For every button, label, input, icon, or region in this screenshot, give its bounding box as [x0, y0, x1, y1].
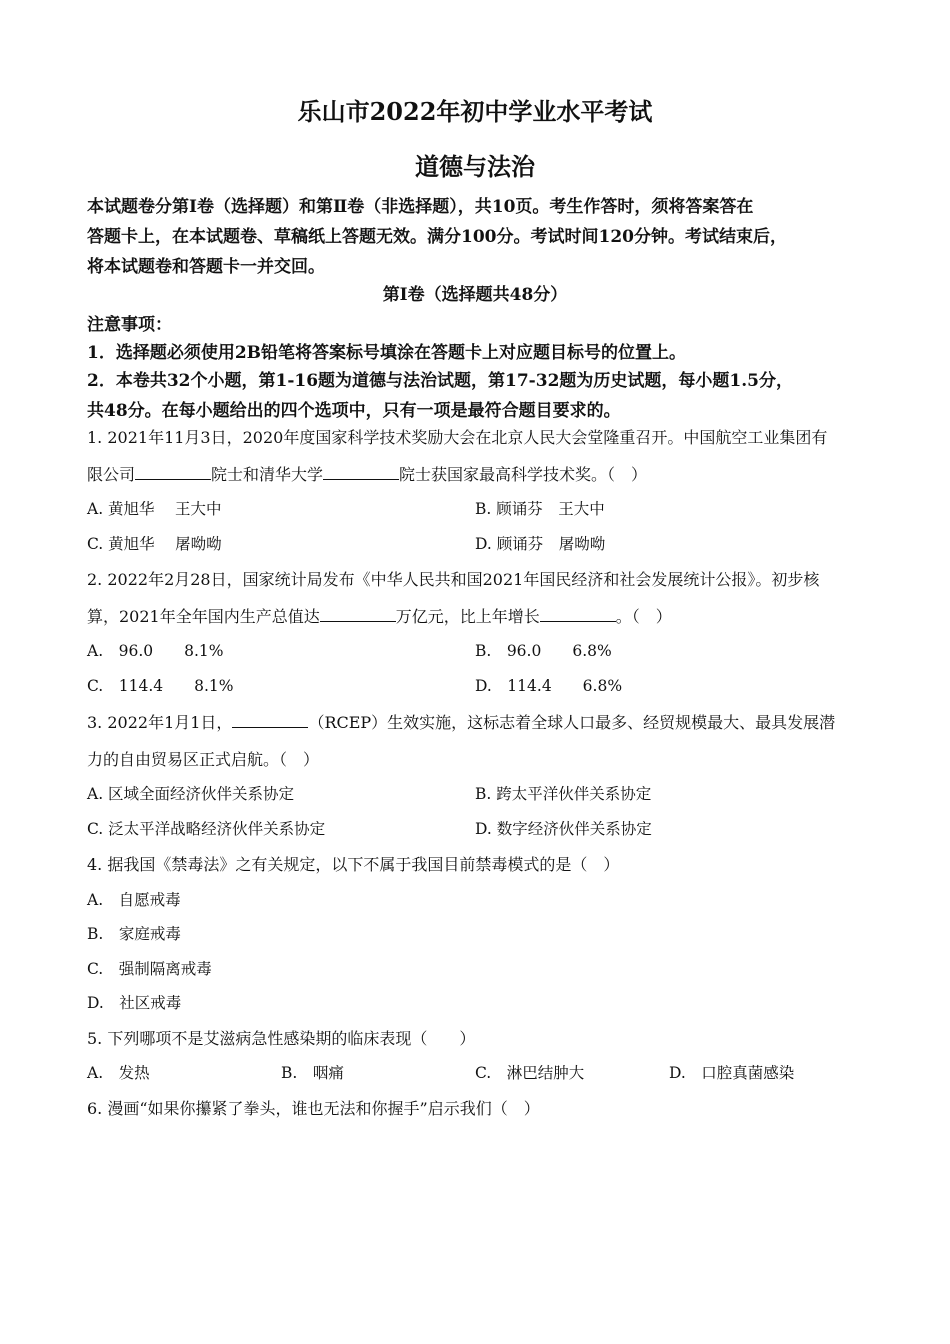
note-2: 2．本卷共32个小题，第1-16题为道德与法治试题，第17-32题为历史试题，每小题1.5分， [87, 371, 793, 391]
q6-stem: 6. 漫画“如果你攥紧了拳头，谁也无法和你握手”启示我们（ ） [87, 1099, 540, 1118]
q2-text-c: 。（ ） [615, 607, 672, 626]
q3-stem-line-1 [87, 710, 862, 733]
q3-blank-1 [232, 713, 308, 728]
q2-option-a: A. 96.0 8.1% [87, 642, 224, 660]
subject-title: 道德与法治 [415, 152, 535, 181]
q2-option-b: B. 96.0 6.8% [475, 642, 612, 660]
q3-option-a: A. 区域全面经济伙伴关系协定 [87, 785, 295, 803]
q2-stem-line-1: 2. 2022年2月28日，国家统计局发布《中华人民共和国2021年国民经济和社会发展统计公报》。初步核 [87, 570, 820, 589]
intro-line-2: 答题卡上，在本试题卷、草稿纸上答题无效。满分100分。考试时间120分钟。考试结束后， [87, 227, 787, 247]
q4-stem: 4. 据我国《禁毒法》之有关规定，以下不属于我国目前禁毒模式的是（ ） [87, 855, 620, 874]
q3-stem-line-2: 力的自由贸易区正式启航。（ ） [87, 750, 320, 769]
q3-option-d: D. 数字经济伙伴关系协定 [475, 820, 652, 838]
intro-line-3: 将本试题卷和答题卡一并交回。 [87, 257, 325, 277]
note-3: 共48分。在每小题给出的四个选项中，只有一项是最符合题目要求的。 [87, 401, 621, 421]
q5-option-d: D. 口腔真菌感染 [669, 1064, 795, 1082]
q2-text-a: 算，2021年全年国内生产总值达 [87, 607, 320, 626]
q3-text-b: （RCEP）生效实施，这标志着全球人口最多、经贸规模最大、最具发展潜 [308, 713, 836, 732]
q1-option-a: A. 黄旭华 王大中 [87, 500, 222, 518]
q5-stem: 5. 下列哪项不是艾滋病急性感染期的临床表现（ ） [87, 1029, 476, 1048]
q3-text-a: 3. 2022年1月1日， [87, 713, 233, 732]
q5-option-a: A. 发热 [87, 1064, 150, 1082]
note-1: 1．选择题必须使用2B铅笔将答案标号填涂在答题卡上对应题目标号的位置上。 [87, 343, 687, 363]
q1-text-b: 院士和清华大学 [211, 465, 324, 484]
q1-blank-2 [323, 465, 399, 480]
q2-blank-1 [320, 607, 396, 622]
q4-option-b: B. 家庭戒毒 [87, 925, 181, 943]
q1-option-d: D. 顾诵芬 屠呦呦 [475, 535, 606, 553]
q3-option-c: C. 泛太平洋战略经济伙伴关系协定 [87, 820, 326, 838]
q2-option-c: C. 114.4 8.1% [87, 677, 234, 695]
q1-blank-1 [135, 465, 211, 480]
section-title: 第Ⅰ卷（选择题共48分） [382, 285, 568, 305]
q1-option-c: C. 黄旭华 屠呦呦 [87, 535, 222, 553]
q4-option-c: C. 强制隔离戒毒 [87, 960, 212, 978]
q2-stem-line-2 [87, 604, 862, 627]
q3-option-b: B. 跨太平洋伙伴关系协定 [475, 785, 652, 803]
q2-blank-2 [540, 607, 616, 622]
q2-option-d: D. 114.4 6.8% [475, 677, 623, 695]
intro-line-1: 本试题卷分第Ⅰ卷（选择题）和第Ⅱ卷（非选择题），共10页。考生作答时，须将答案答在 [87, 197, 754, 217]
q1-stem-line-1: 1. 2021年11月3日，2020年度国家科学技术奖励大会在北京人民大会堂隆重召开。中国航空工业集团有 [87, 428, 828, 447]
q1-text-a: 限公司 [87, 465, 136, 484]
notes-title: 注意事项： [87, 315, 172, 335]
q4-option-a: A. 自愿戒毒 [87, 891, 181, 909]
q1-option-b: B. 顾诵芬 王大中 [475, 500, 605, 518]
q1-text-c: 院士获国家最高科学技术奖。（ ） [399, 465, 648, 484]
q1-stem-line-2 [87, 462, 862, 485]
q5-option-c: C. 淋巴结肿大 [475, 1064, 585, 1082]
exam-title: 乐山市2022年初中学业水平考试 [297, 97, 653, 126]
q4-option-d: D. 社区戒毒 [87, 994, 182, 1012]
q2-text-b: 万亿元，比上年增长 [395, 607, 540, 626]
q5-option-b: B. 咽痛 [281, 1064, 344, 1082]
